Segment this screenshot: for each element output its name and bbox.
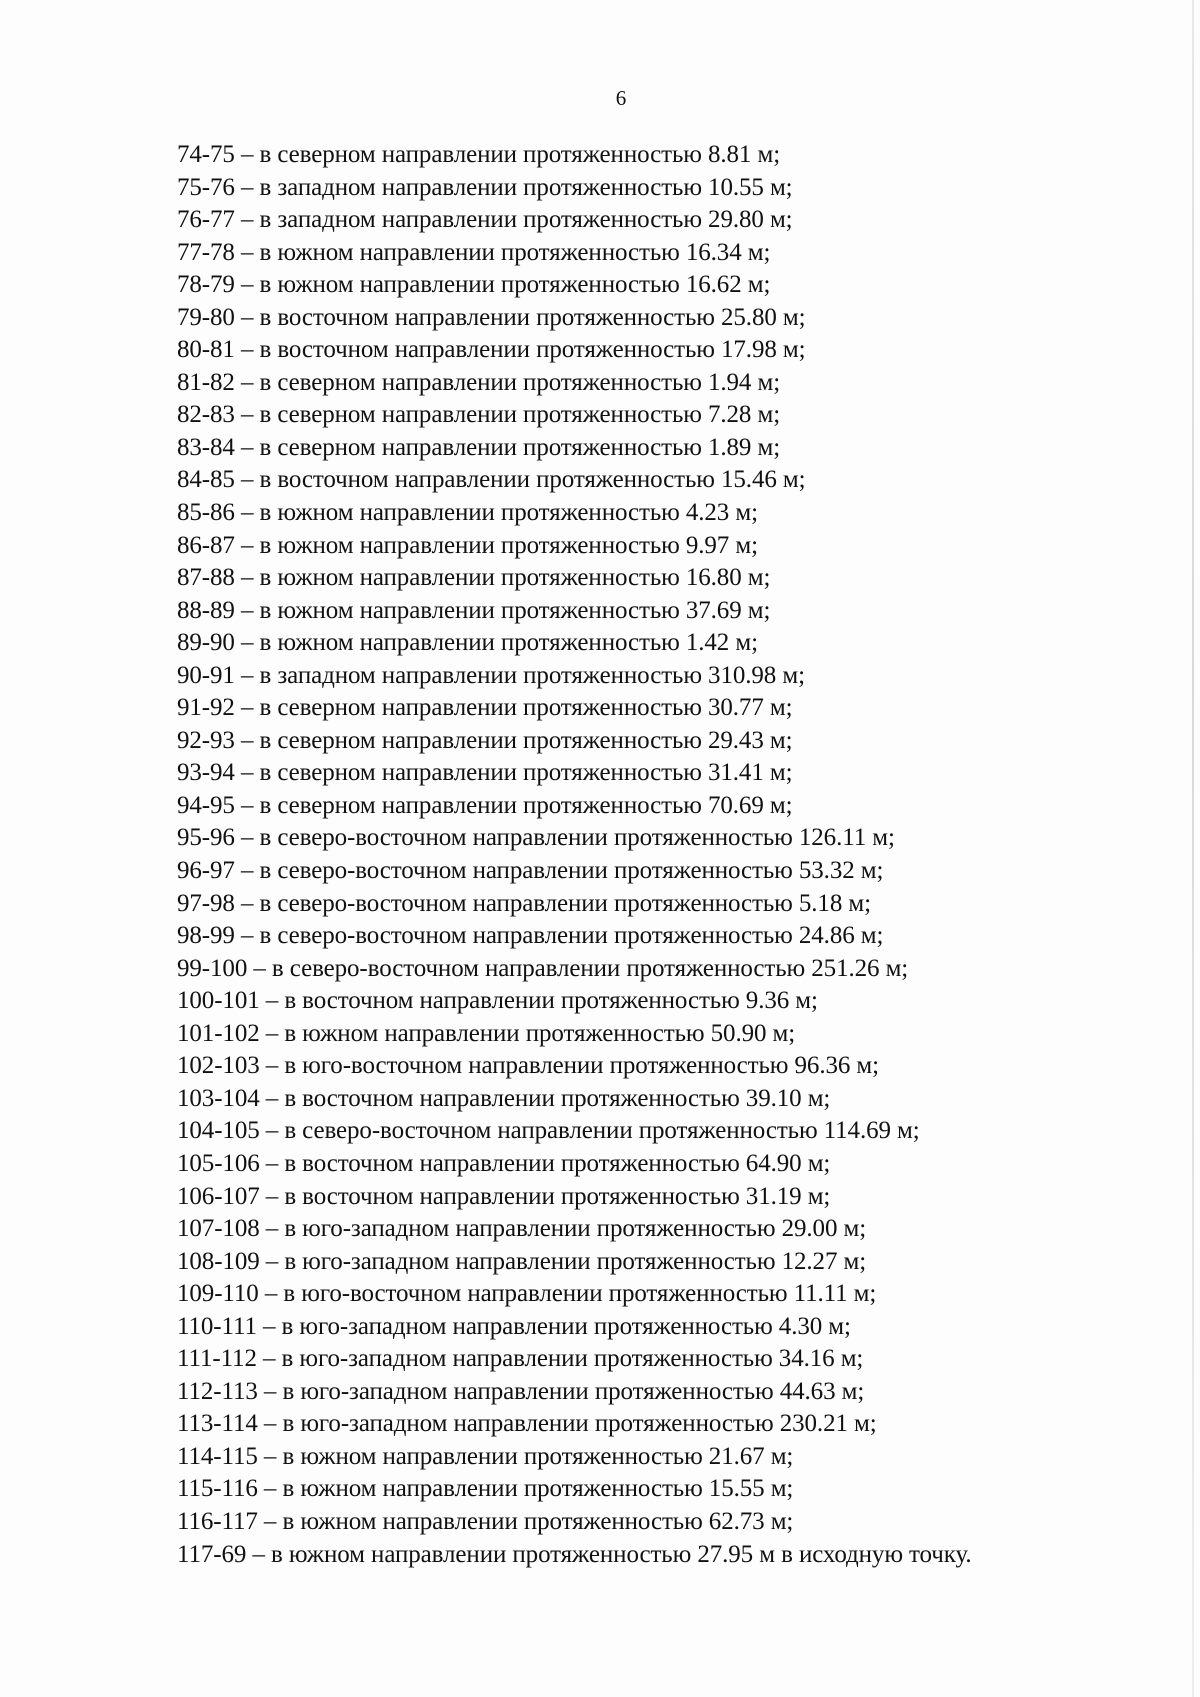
boundary-segment-line: 80-81 – в восточном направлении протяженностью 17.98 м; <box>177 336 806 364</box>
boundary-segment-line: 86-87 – в южном направлении протяженностью 9.97 м; <box>177 531 758 559</box>
boundary-segment-line: 105-106 – в восточном направлении протяженностью 64.90 м; <box>177 1149 831 1177</box>
boundary-segment-line: 102-103 – в юго-восточном направлении протяженностью 96.36 м; <box>177 1052 879 1080</box>
boundary-segment-line: 92-93 – в северном направлении протяженностью 29.43 м; <box>177 726 793 754</box>
boundary-segment-line: 85-86 – в южном направлении протяженностью 4.23 м; <box>177 499 758 527</box>
boundary-segment-line: 81-82 – в северном направлении протяженностью 1.94 м; <box>177 368 781 396</box>
boundary-segment-line: 75-76 – в западном направлении протяженностью 10.55 м; <box>177 173 793 201</box>
boundary-segment-line: 83-84 – в северном направлении протяженностью 1.89 м; <box>177 433 781 461</box>
boundary-segment-line: 94-95 – в северном направлении протяженностью 70.69 м; <box>177 791 793 819</box>
boundary-segment-line: 74-75 – в северном направлении протяженностью 8.81 м; <box>177 141 781 168</box>
boundary-segment-line: 78-79 – в южном направлении протяженностью 16.62 м; <box>177 271 771 299</box>
boundary-segment-line: 108-109 – в юго-западном направлении протяженностью 12.27 м; <box>177 1247 867 1275</box>
boundary-segment-line: 109-110 – в юго-восточном направлении протяженностью 11.11 м; <box>177 1280 877 1308</box>
boundary-segment-line: 104-105 – в северо-восточном направлении протяженностью 114.69 м; <box>177 1117 920 1145</box>
boundary-segment-line: 89-90 – в южном направлении протяженностью 1.42 м; <box>177 629 758 657</box>
boundary-segment-line: 90-91 – в западном направлении протяженностью 310.98 м; <box>177 661 805 689</box>
boundary-segment-line: 117-69 – в южном направлении протяженностью 27.95 м в исходную точку. <box>177 1540 972 1568</box>
boundary-segment-line: 95-96 – в северо-восточном направлении протяженностью 126.11 м; <box>177 824 895 852</box>
boundary-segment-line: 76-77 – в западном направлении протяженностью 29.80 м; <box>177 206 793 234</box>
boundary-segment-line: 111-112 – в юго-западном направлении протяженностью 34.16 м; <box>177 1345 864 1373</box>
boundary-segment-line: 116-117 – в южном направлении протяженностью 62.73 м; <box>177 1507 794 1535</box>
page-number: 6 <box>615 86 627 110</box>
boundary-segment-line: 99-100 – в северо-восточном направлении протяженностью 251.26 м; <box>177 954 909 982</box>
boundary-description-list <box>177 139 972 1571</box>
boundary-segment-line: 88-89 – в южном направлении протяженностью 37.69 м; <box>177 596 771 624</box>
boundary-segment-line: 101-102 – в южном направлении протяженностью 50.90 м; <box>177 1019 796 1047</box>
boundary-segment-line: 87-88 – в южном направлении протяженностью 16.80 м; <box>177 564 771 592</box>
boundary-segment-line: 84-85 – в восточном направлении протяженностью 15.46 м; <box>177 466 806 494</box>
boundary-segment-line: 110-111 – в юго-западном направлении протяженностью 4.30 м; <box>177 1312 851 1340</box>
boundary-segment-line: 79-80 – в восточном направлении протяженностью 25.80 м; <box>177 303 806 331</box>
boundary-segment-line: 82-83 – в северном направлении протяженностью 7.28 м; <box>177 401 781 429</box>
scan-edge <box>1192 0 1194 1697</box>
boundary-segment-line: 112-113 – в юго-западном направлении протяженностью 44.63 м; <box>177 1377 865 1405</box>
boundary-segment-line: 96-97 – в северо-восточном направлении протяженностью 53.32 м; <box>177 857 884 885</box>
boundary-segment-line: 93-94 – в северном направлении протяженностью 31.41 м; <box>177 759 793 787</box>
boundary-segment-line: 98-99 – в северо-восточном направлении протяженностью 24.86 м; <box>177 922 884 950</box>
boundary-segment-line: 114-115 – в южном направлении протяженностью 21.67 м; <box>177 1442 794 1470</box>
boundary-segment-line: 107-108 – в юго-западном направлении протяженностью 29.00 м; <box>177 1215 867 1243</box>
boundary-segment-line: 91-92 – в северном направлении протяженностью 30.77 м; <box>177 694 793 722</box>
boundary-segment-line: 77-78 – в южном направлении протяженностью 16.34 м; <box>177 238 771 266</box>
boundary-segment-line: 100-101 – в восточном направлении протяженностью 9.36 м; <box>177 987 818 1015</box>
boundary-segment-line: 115-116 – в южном направлении протяженностью 15.55 м; <box>177 1475 794 1503</box>
boundary-segment-line: 97-98 – в северо-восточном направлении протяженностью 5.18 м; <box>177 889 871 917</box>
boundary-segment-line: 103-104 – в восточном направлении протяженностью 39.10 м; <box>177 1084 831 1112</box>
boundary-segment-line: 113-114 – в юго-западном направлении протяженностью 230.21 м; <box>177 1410 877 1438</box>
boundary-segment-line: 106-107 – в восточном направлении протяженностью 31.19 м; <box>177 1182 831 1210</box>
